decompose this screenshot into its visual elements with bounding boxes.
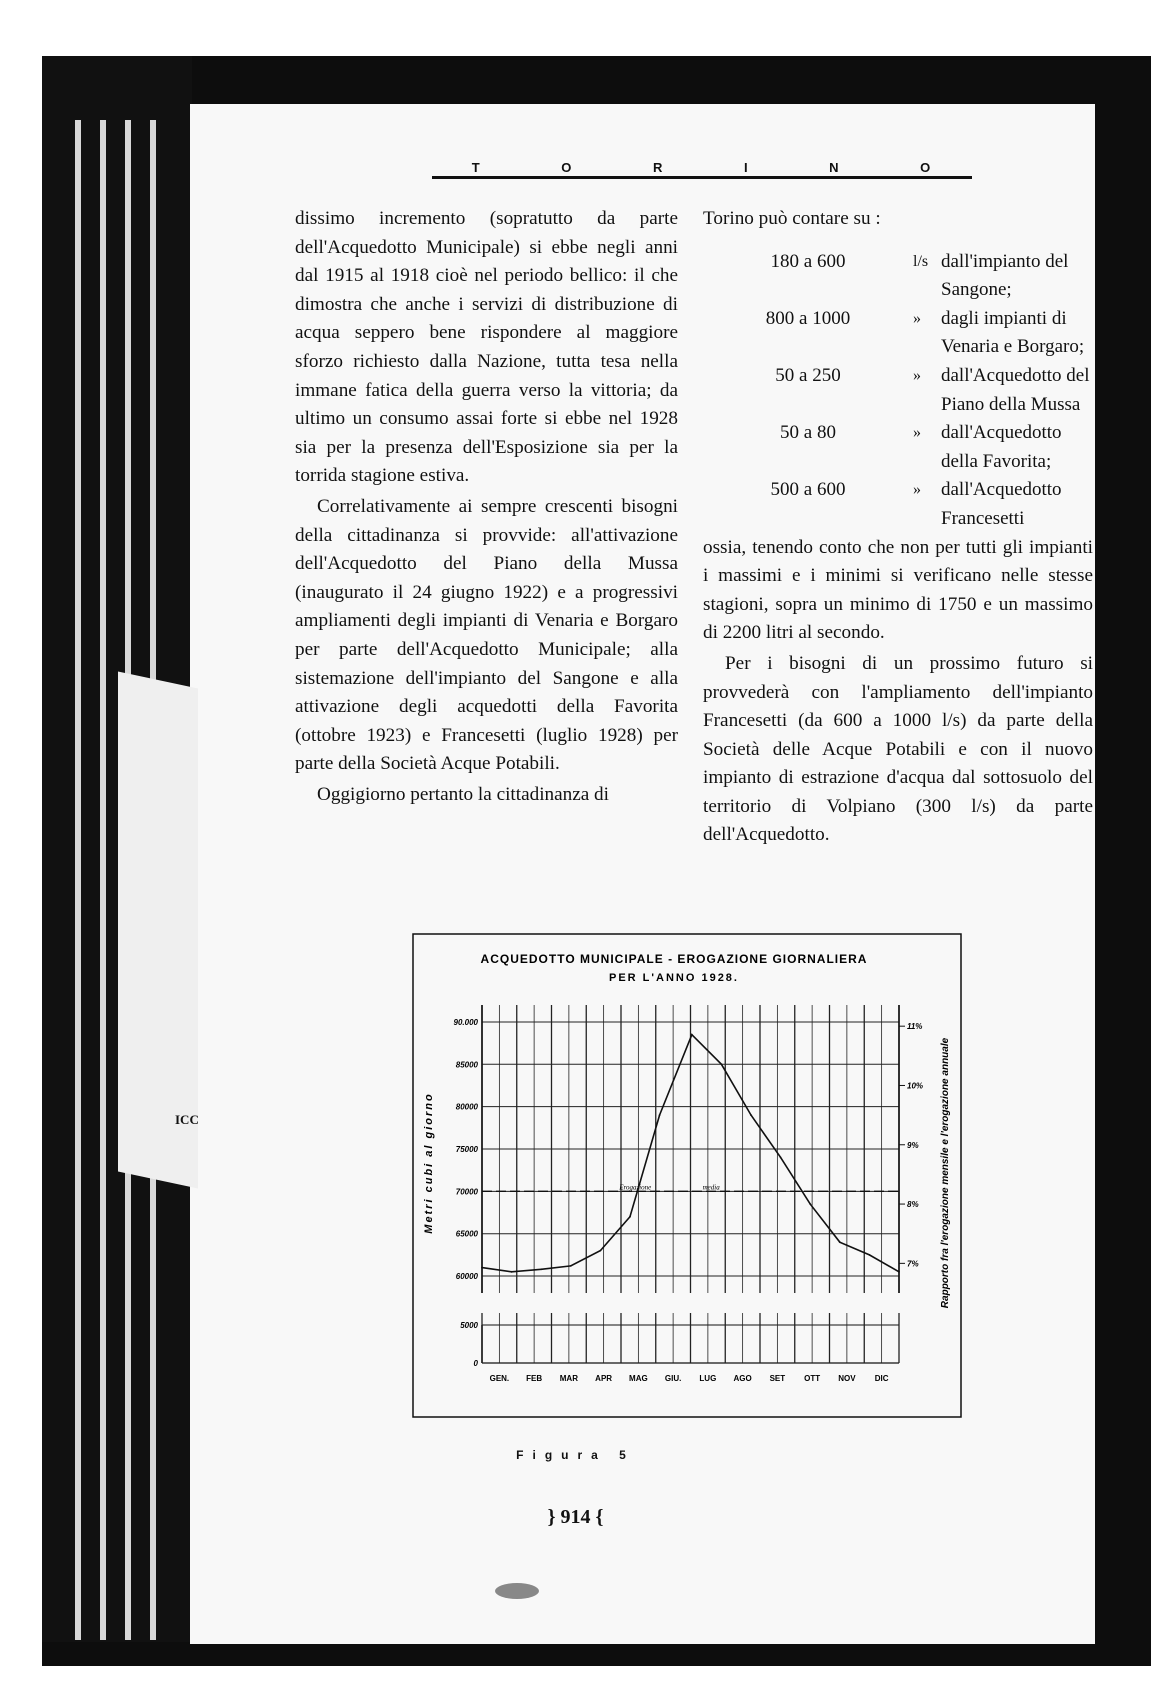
- data-point: [659, 1114, 661, 1116]
- data-point: [721, 1063, 723, 1065]
- x-tick-label: AGO: [733, 1374, 752, 1383]
- supply-table: [703, 248, 1093, 534]
- running-head-letter: O: [561, 160, 574, 175]
- supply-range: 500 a 600: [770, 479, 846, 501]
- data-point: [599, 1250, 601, 1252]
- y2-tick-label: 11%: [907, 1022, 923, 1032]
- y-tick-label: 90.000: [453, 1017, 478, 1027]
- table-row: [703, 362, 1093, 419]
- supply-source: dall'Acquedotto Francesetti: [941, 479, 1062, 529]
- supply-unit: »: [913, 424, 921, 442]
- y2-tick-label: 8%: [907, 1200, 919, 1210]
- data-point: [898, 1271, 900, 1273]
- x-tick-label: DIC: [874, 1374, 889, 1383]
- page-number-bracket-right: {: [595, 1506, 604, 1528]
- y2-axis-label: Rapporto fra l'erogazione mensile e l'erogazione annuale: [940, 1037, 951, 1309]
- chart-frame: [413, 934, 961, 1417]
- supply-unit: »: [913, 366, 921, 384]
- paragraph: Correlativamente ai sempre crescenti bisogni della cittadinanza si provvide: all'attivazione dell'Acquedotto del Piano della Mussa (inaugurato il 24 giugno 1922) e a progressivi ampliamenti degli impianti di Venaria e Borgaro per parte dell'Acquedotto Municipale; alla sistemazione dell'impianto del Sangone e alla attivazione degli acquedotti della Favorita (ottobre 1923) e Francesetti (luglio 1928) per parte della Società Acque Potabili.: [295, 495, 678, 775]
- data-point: [780, 1157, 782, 1159]
- supply-source: dall'impianto del Sangone;: [941, 250, 1069, 301]
- paragraph-intro: Torino può contare su :: [703, 208, 881, 229]
- y-tick-label: 5000: [460, 1321, 478, 1330]
- scan-top-border: [42, 56, 1151, 110]
- supply-source: dagli impianti di Venaria e Borgaro;: [941, 307, 1085, 358]
- data-point: [839, 1241, 841, 1243]
- folded-page-corner: [118, 671, 198, 1188]
- data-point: [629, 1216, 631, 1218]
- y-tick-label: 75000: [455, 1145, 478, 1154]
- page-number-bracket-left: }: [547, 1506, 556, 1528]
- left-column: [295, 205, 678, 811]
- running-head-letter: N: [829, 160, 841, 175]
- table-row: [703, 248, 1093, 305]
- figure-caption: Figura 5: [516, 1448, 635, 1462]
- supply-unit: l/s: [913, 252, 929, 270]
- data-point: [570, 1265, 572, 1267]
- data-point: [481, 1267, 483, 1269]
- supply-unit: »: [913, 481, 921, 499]
- running-head-letter: O: [920, 160, 933, 175]
- x-tick-label: FEB: [526, 1374, 543, 1383]
- data-point: [869, 1254, 871, 1256]
- x-tick-label: OTT: [804, 1374, 821, 1383]
- x-tick-label: SET: [769, 1374, 786, 1383]
- table-row: [703, 419, 1093, 476]
- y-tick-label: 80000: [455, 1102, 478, 1112]
- supply-range: 800 a 1000: [765, 307, 851, 329]
- x-tick-label: GEN.: [489, 1374, 510, 1383]
- y-tick-label: 0: [473, 1359, 478, 1368]
- side-mark: ICC: [175, 1112, 199, 1127]
- ink-smudge: [495, 1583, 539, 1599]
- data-point: [809, 1203, 811, 1205]
- table-row: [703, 305, 1093, 362]
- supply-unit: »: [913, 309, 921, 327]
- annotation-label: Erogazione: [619, 1183, 652, 1192]
- x-tick-label: MAG: [629, 1374, 648, 1383]
- paragraph: Per i bisogni di un prossimo futuro si provvederà con l'ampliamento dell'impianto Francesetti (da 600 a 1000 l/s) da parte della Società delle Acque Potabili e con il nuovo impianto di estrazione d'acqua dal sottosuolo del territorio di Volpiano (300 l/s) da parte dell'Acquedotto.: [703, 652, 1093, 846]
- x-tick-label: APR: [595, 1374, 613, 1383]
- data-point: [750, 1114, 752, 1116]
- supply-range: 50 a 80: [780, 422, 836, 444]
- table-row: [703, 476, 1093, 533]
- data-point: [511, 1271, 513, 1273]
- x-tick-label: NOV: [838, 1374, 856, 1383]
- annotation-label: media: [702, 1183, 720, 1192]
- running-head-letter: T: [471, 160, 482, 175]
- y-tick-label: 65000: [455, 1229, 478, 1239]
- page-number: [0, 1506, 1151, 1529]
- paragraph: ossia, tenendo conto che non per tutti gli impianti i massimi e i minimi si verificano nelle stesse stagioni, sopra un minimo di 1750 e un massimo di 2200 litri al secondo.: [703, 536, 1093, 644]
- consumption-chart: [412, 933, 962, 1418]
- scan-bottom-border: [42, 1642, 1151, 1666]
- data-point: [540, 1268, 542, 1270]
- data-point: [691, 1034, 693, 1036]
- scan-right-border: [1095, 95, 1151, 1655]
- y2-tick-label: 7%: [907, 1259, 919, 1269]
- y-tick-label: 60000: [455, 1272, 478, 1282]
- supply-range: 180 a 600: [770, 250, 846, 272]
- running-head: [432, 160, 972, 179]
- x-tick-label: MAR: [559, 1374, 578, 1383]
- supply-source: dall'Acquedotto della Favorita;: [941, 422, 1062, 472]
- y2-tick-label: 9%: [907, 1140, 919, 1150]
- page-number-value: 914: [560, 1506, 591, 1528]
- y-tick-label: 85000: [455, 1060, 478, 1070]
- supply-range: 50 a 250: [775, 364, 841, 386]
- y2-tick-label: 10%: [907, 1081, 924, 1091]
- supply-source: dall'Acquedotto del Piano della Mussa: [941, 364, 1090, 415]
- x-tick-label: LUG: [699, 1374, 717, 1383]
- paragraph: Oggigiorno pertanto la cittadinanza di: [317, 783, 609, 805]
- running-head-letter: I: [743, 160, 750, 175]
- right-column: [703, 205, 1093, 852]
- chart-subtitle: PER L'ANNO 1928.: [609, 972, 739, 984]
- running-head-letter: R: [652, 160, 665, 175]
- chart-title: ACQUEDOTTO MUNICIPALE - EROGAZIONE GIORNALIERA: [480, 952, 868, 966]
- y-tick-label: 70000: [455, 1187, 478, 1197]
- paragraph: dissimo incremento (sopratutto da parte dell'Acquedotto Municipale) si ebbe negli anni dal 1915 al 1918 cioè nel periodo bellico: il che dimostra che anche i servizi di distribuzione di acqua seppero bene rispondere al maggiore sforzo richiesto dalla Nazione, tutta tesa nella immane fatica della guerra verso la vittoria; da ultimo un consumo assai forte si ebbe nel 1928 sia per la presenza dell'Esposizione sia per la torrida stagione estiva.: [295, 208, 678, 487]
- x-tick-label: GIU.: [664, 1374, 682, 1383]
- y-axis-label: Metri cubi al giorno: [423, 1092, 435, 1234]
